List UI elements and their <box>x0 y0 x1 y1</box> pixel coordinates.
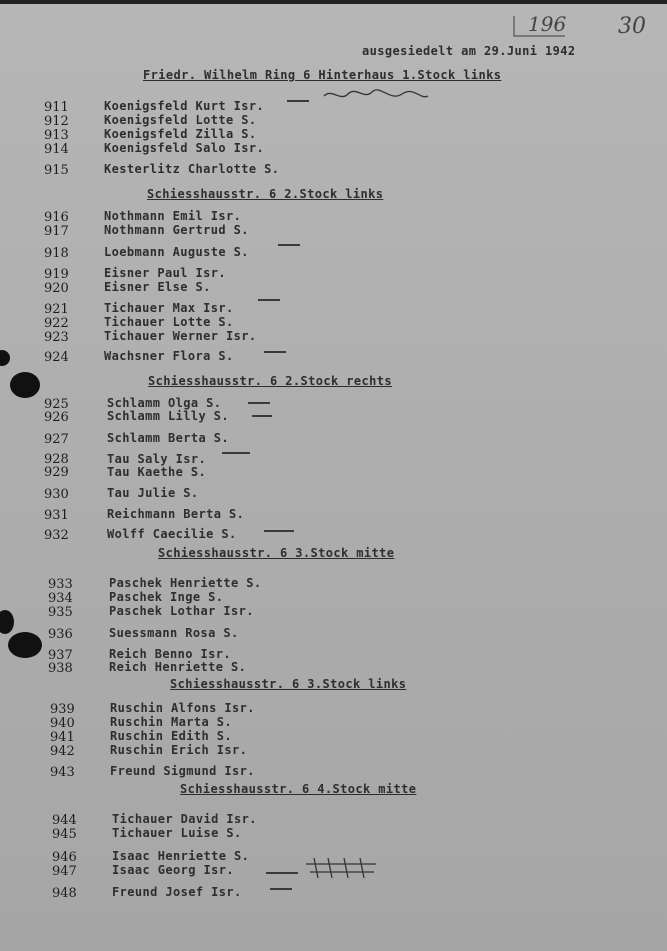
section-title: Schiesshausstr. 6 4.Stock mitte <box>180 782 417 796</box>
entry-number: 920 <box>44 281 69 296</box>
entry-number: 924 <box>44 350 69 365</box>
entry-number: 941 <box>50 730 75 745</box>
entry-number: 934 <box>48 591 73 606</box>
entry-name: Paschek Lothar Isr. <box>109 604 254 618</box>
tick-mark <box>264 530 294 532</box>
entry-name: Loebmann Auguste S. <box>104 245 249 259</box>
entry-number: 947 <box>52 864 77 879</box>
entry-number: 911 <box>44 100 69 115</box>
entry-number: 916 <box>44 210 69 225</box>
entry-name: Koenigsfeld Salo Isr. <box>104 141 265 155</box>
entry-name: Tau Kaethe S. <box>107 465 207 479</box>
entry-number: 945 <box>52 827 77 842</box>
entry-name: Tichauer David Isr. <box>112 812 257 826</box>
entry-name: Kesterlitz Charlotte S. <box>104 162 280 176</box>
entry-number: 930 <box>44 487 69 502</box>
entry-number: 937 <box>48 648 73 663</box>
tick-mark <box>270 888 292 890</box>
ink-blot <box>0 610 14 634</box>
entry-name: Ruschin Alfons Isr. <box>110 701 255 715</box>
entry-number: 938 <box>48 661 73 676</box>
handwritten-scribble <box>322 86 432 106</box>
entry-name: Suessmann Rosa S. <box>109 626 239 640</box>
entry-name: Eisner Else S. <box>104 280 211 294</box>
entry-name: Isaac Georg Isr. <box>112 863 234 877</box>
entry-number: 917 <box>44 224 69 239</box>
entry-number: 931 <box>44 508 69 523</box>
ink-blot <box>0 350 10 366</box>
entry-name: Schlamm Berta S. <box>107 431 229 445</box>
entry-name: Paschek Inge S. <box>109 590 224 604</box>
ink-blot <box>8 632 42 658</box>
entry-number: 921 <box>44 302 69 317</box>
entry-name: Wolff Caecilie S. <box>107 527 237 541</box>
entry-name: Ruschin Marta S. <box>110 715 232 729</box>
tick-mark <box>287 100 309 102</box>
entry-number: 926 <box>44 410 69 425</box>
entry-name: Koenigsfeld Zilla S. <box>104 127 257 141</box>
entry-number: 936 <box>48 627 73 642</box>
entry-number: 912 <box>44 114 69 129</box>
entry-number: 922 <box>44 316 69 331</box>
entry-name: Reichmann Berta S. <box>107 507 245 521</box>
entry-name: Tichauer Max Isr. <box>104 301 234 315</box>
tick-mark <box>222 452 250 454</box>
entry-number: 918 <box>44 246 69 261</box>
section-title: Schiesshausstr. 6 2.Stock links <box>147 187 384 201</box>
document-header: ausgesiedelt am 29.Juni 1942 <box>362 44 576 58</box>
entry-name: Eisner Paul Isr. <box>104 266 226 280</box>
entry-name: Wachsner Flora S. <box>104 349 234 363</box>
entry-number: 932 <box>44 528 69 543</box>
entry-name: Schlamm Olga S. <box>107 396 222 410</box>
entry-name: Koenigsfeld Lotte S. <box>104 113 257 127</box>
entry-number: 943 <box>50 765 75 780</box>
entry-name: Ruschin Erich Isr. <box>110 743 248 757</box>
entry-name: Freund Sigmund Isr. <box>110 764 255 778</box>
entry-number: 939 <box>50 702 75 717</box>
entry-name: Tichauer Werner Isr. <box>104 329 257 343</box>
entry-name: Koenigsfeld Kurt Isr. <box>104 99 265 113</box>
section-title: Schiesshausstr. 6 3.Stock mitte <box>158 546 395 560</box>
entry-name: Isaac Henriette S. <box>112 849 250 863</box>
entry-name: Nothmann Emil Isr. <box>104 209 242 223</box>
entry-number: 929 <box>44 465 69 480</box>
entry-name: Tichauer Luise S. <box>112 826 242 840</box>
tick-mark <box>258 299 280 301</box>
entry-number: 914 <box>44 142 69 157</box>
entry-number: 942 <box>50 744 75 759</box>
section-title: Schiesshausstr. 6 2.Stock rechts <box>148 374 392 388</box>
entry-number: 933 <box>48 577 73 592</box>
entry-number: 919 <box>44 267 69 282</box>
entry-number: 946 <box>52 850 77 865</box>
entry-name: Nothmann Gertrud S. <box>104 223 249 237</box>
tick-mark <box>252 415 272 417</box>
entry-name: Tau Saly Isr. <box>107 452 207 466</box>
tick-mark <box>278 244 300 246</box>
entry-number: 948 <box>52 886 77 901</box>
sheet-number: 30 <box>618 14 646 39</box>
entry-number: 940 <box>50 716 75 731</box>
entry-number: 913 <box>44 128 69 143</box>
entry-number: 923 <box>44 330 69 345</box>
ink-blot <box>10 372 40 398</box>
scan-edge <box>0 0 667 4</box>
section-title: Schiesshausstr. 6 3.Stock links <box>170 677 407 691</box>
entry-number: 925 <box>44 397 69 412</box>
handwritten-scribble <box>304 856 384 880</box>
entry-number: 927 <box>44 432 69 447</box>
page-number-box <box>510 10 570 40</box>
entry-number: 915 <box>44 163 69 178</box>
page-number: 196 <box>528 12 567 36</box>
entry-name: Reich Henriette S. <box>109 660 247 674</box>
entry-name: Tau Julie S. <box>107 486 199 500</box>
tick-mark <box>266 872 298 874</box>
entry-name: Schlamm Lilly S. <box>107 409 229 423</box>
entry-name: Tichauer Lotte S. <box>104 315 234 329</box>
entry-name: Freund Josef Isr. <box>112 885 242 899</box>
section-title: Friedr. Wilhelm Ring 6 Hinterhaus 1.Stock links <box>143 68 502 82</box>
entry-number: 928 <box>44 452 69 467</box>
entry-number: 935 <box>48 605 73 620</box>
tick-mark <box>264 351 286 353</box>
entry-name: Reich Benno Isr. <box>109 647 231 661</box>
entry-name: Ruschin Edith S. <box>110 729 232 743</box>
tick-mark <box>248 402 270 404</box>
entry-name: Paschek Henriette S. <box>109 576 262 590</box>
entry-number: 944 <box>52 813 77 828</box>
